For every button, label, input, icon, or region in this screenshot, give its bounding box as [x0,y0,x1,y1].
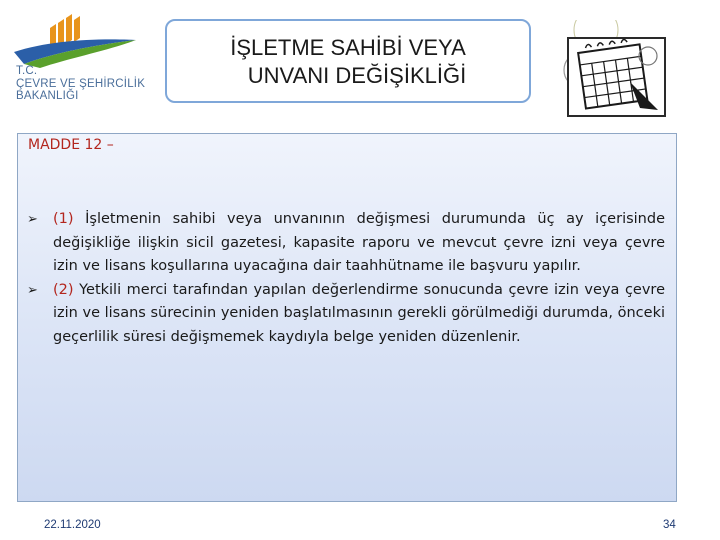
list-item-text [53,208,665,279]
article-items [27,208,665,350]
item-body: Yetkili merci tarafından yapılan değerlendirme sonucunda çevre izin veya çevre izin ve lisans sürecinin yeniden başlatılmasının gerekli görülmediği durumda, önceki geçerlilik süresi değişmemek kaydıyla belge yeniden düzenlenir. [53,281,665,345]
item-number: (1) [53,211,74,227]
slide-title-line-1: İŞLETME SAHİBİ VEYA [230,35,466,60]
item-number: (2) [53,281,74,298]
content-panel [17,133,677,502]
arrow-bullet-icon: ➢ [27,212,38,227]
arrow-bullet-icon: ➢ [27,282,38,298]
ministry-logo [10,10,150,110]
calendar-icon [560,20,668,118]
footer-date: 22.11.2020 [44,519,101,531]
slide-title [165,19,531,103]
list-item [27,208,665,279]
item-body: İşletmenin sahibi veya unvanının değişmesi durumunda üç ay içerisinde değişikliğe ilişkin sicil gazetesi, kapasite raporu ve mevcut çevre izni veya çevre izin ve lisans koşullarına uyacağına dair taahhütname ile başvuru yapılır. [53,211,665,275]
list-item-text [53,279,665,350]
page-number: 34 [663,519,676,531]
ministry-name: T.C. ÇEVRE VE ŞEHİRCİLİK BAKANLIĞI [16,65,146,102]
ministry-logo-mark [10,10,150,70]
article-heading: MADDE 12 – [28,137,114,153]
list-item [27,279,665,350]
slide-title-line-2: UNVANI DEĞİŞİKLİĞİ [247,63,467,88]
